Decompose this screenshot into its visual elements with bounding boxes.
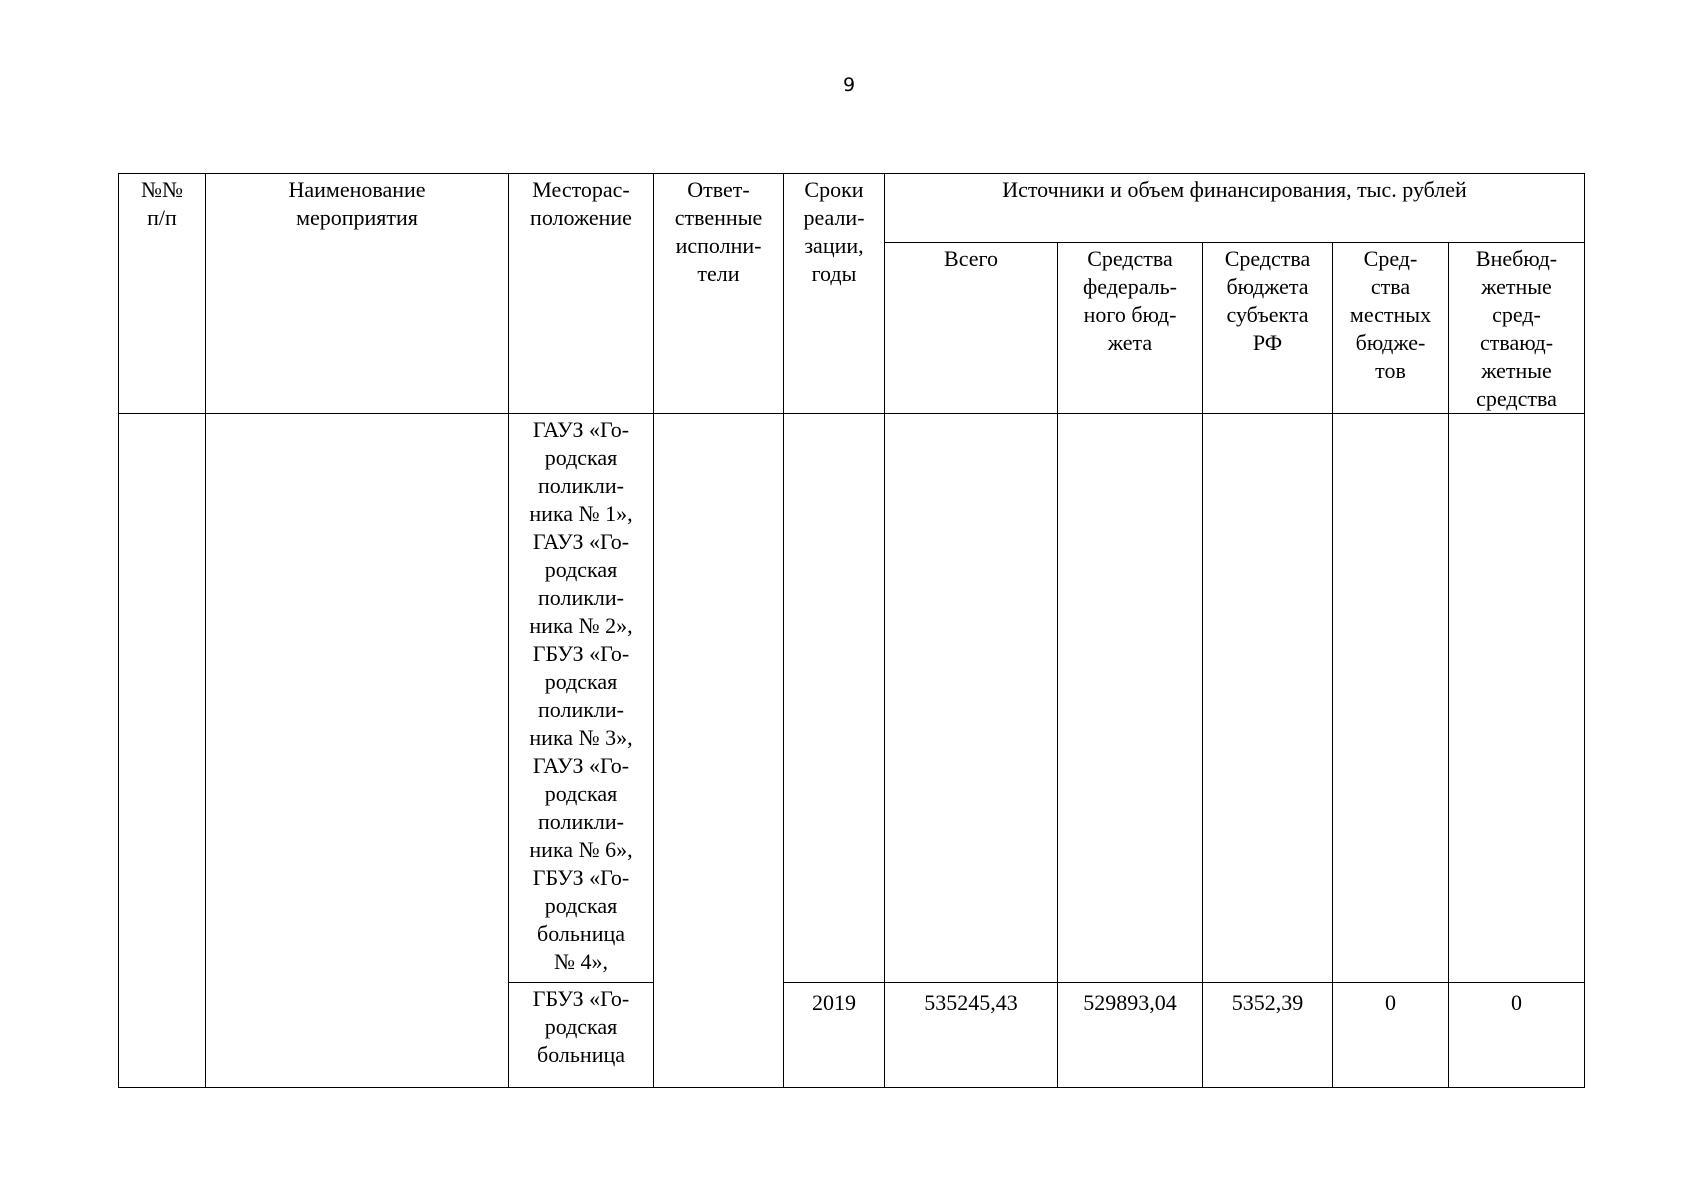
cell-name (206, 414, 509, 1088)
table-row (119, 414, 1585, 983)
cell-subject: 5352,39 (1203, 983, 1333, 1088)
header-total: Всего (885, 243, 1058, 414)
header-row-1 (119, 174, 1585, 243)
header-name: Наименование мероприятия (206, 174, 509, 414)
header-num: №№ п/п (119, 174, 206, 414)
funding-table (118, 173, 1585, 1088)
cell-location-2: ГБУЗ «Го- родская больница (509, 983, 654, 1088)
cell-num (119, 414, 206, 1088)
header-subject: Средства бюджета субъекта РФ (1203, 243, 1333, 414)
cell-terms-empty (784, 414, 885, 983)
cell-local-empty (1333, 414, 1449, 983)
cell-total-empty (885, 414, 1058, 983)
cell-location-1: ГАУЗ «Го- родская поликли- ника № 1», ГАУЗ «Го- родская поликли- ника № 2», ГБУЗ «Го- родская поликли- ника № 3», ГАУЗ «Го- родская поликли- ника № 6», ГБУЗ «Го- родская больница № 4», (509, 414, 654, 983)
cell-subject-empty (1203, 414, 1333, 983)
page-number: 9 (842, 74, 856, 96)
cell-local: 0 (1333, 983, 1449, 1088)
cell-federal-empty (1058, 414, 1203, 983)
header-location: Месторас- положение (509, 174, 654, 414)
header-terms: Сроки реали- зации, годы (784, 174, 885, 414)
cell-year: 2019 (784, 983, 885, 1088)
header-funding: Источники и объем финансирования, тыс. рублей (885, 174, 1585, 243)
header-federal: Средства федераль- ного бюд- жета (1058, 243, 1203, 414)
cell-extra-empty (1449, 414, 1585, 983)
header-responsible: Ответ- ственные исполни- тели (654, 174, 784, 414)
header-local: Сред- ства местных бюдже- тов (1333, 243, 1449, 414)
cell-extra: 0 (1449, 983, 1585, 1088)
cell-responsible (654, 414, 784, 1088)
cell-total: 535245,43 (885, 983, 1058, 1088)
cell-federal: 529893,04 (1058, 983, 1203, 1088)
header-extra: Внебюд- жетные сред- стваюд- жетные средства (1449, 243, 1585, 414)
